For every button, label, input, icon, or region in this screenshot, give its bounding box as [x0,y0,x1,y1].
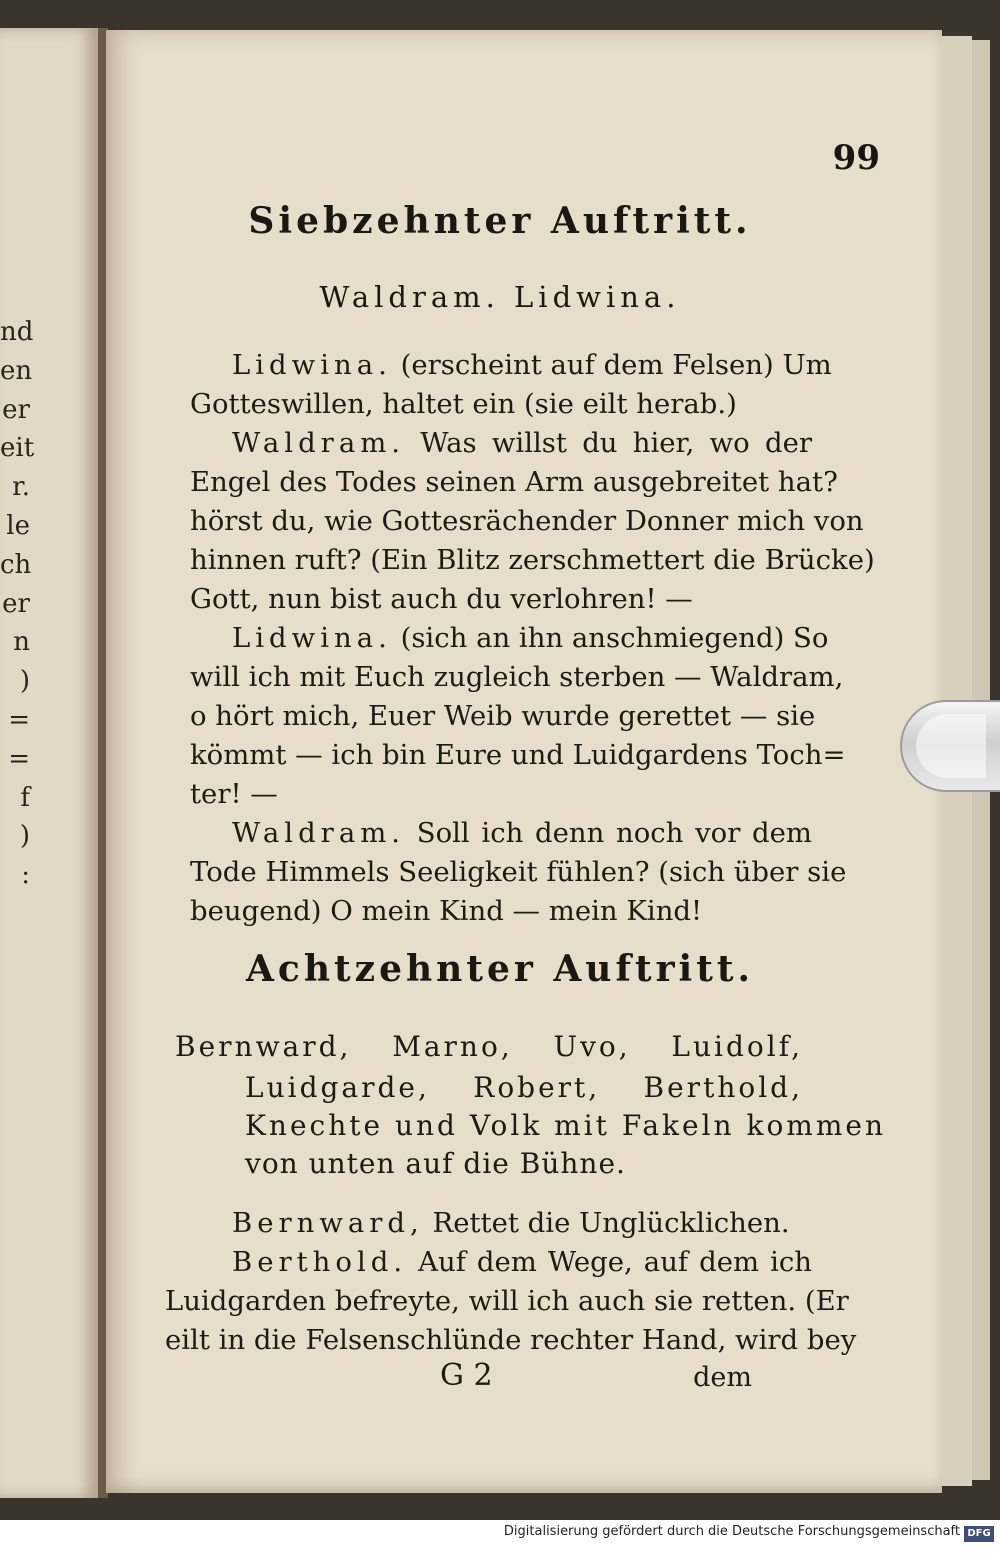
line-text: Auf dem Wege, auf dem ich [418,1246,812,1278]
left-fragment: ) [19,821,30,852]
left-fragment: = [8,704,30,735]
speaker-name: Berthold. [232,1246,408,1278]
scene-18-title: Achtzehnter Auftritt. [245,948,755,990]
dfg-logo: DFG [964,1526,994,1542]
dialogue-line [232,423,812,463]
dialogue-line [190,735,846,775]
left-fragment: ) [19,666,30,697]
left-fragment: le [6,510,30,541]
page-clip [900,700,1000,792]
line-text: (erscheint auf dem Felsen) Um [400,349,832,381]
line-text: beugend) O mein Kind — mein Kind! [190,895,703,927]
dialogue-line [232,345,832,385]
speaker-name: Lidwina. [232,622,392,654]
dialogue-line [190,696,816,736]
dialogue-line [190,774,812,814]
dialogue-line [190,384,812,424]
dialogue-line [190,501,864,541]
line-text: Was willst du hier, wo der [420,427,812,459]
left-fragment: er [2,588,30,619]
line-text: hörst du, wie Gottesrächender Donner mich von [190,505,864,537]
dialogue-line [190,852,847,892]
left-fragment: er [2,394,30,425]
left-page [0,28,98,1498]
left-fragment: ch [0,549,32,580]
dialogue-line [232,618,829,658]
dialogue-line [232,1203,812,1243]
line-text: Gotteswillen, haltet ein (sie eilt herab.) [190,388,737,420]
line-text: o hört mich, Euer Weib wurde gerettet — sie [190,700,816,732]
cast-list-line: Knechte und Volk mit Fakeln kommen [245,1109,887,1142]
scene-17-characters: Waldram. Lidwina. [319,280,681,314]
dialogue-line [232,1242,812,1282]
page-number: 99 [832,138,880,178]
left-fragment: = [8,743,30,774]
line-text: Rettet die Unglücklichen. [432,1207,790,1239]
dialogue-line [165,1320,857,1360]
left-fragment: en [0,355,33,386]
left-page-fragments [0,313,98,895]
dialogue-line [190,657,844,697]
line-text: Gott, nun bist auch du verlohren! — [190,583,693,615]
speaker-name: Waldram. [232,427,406,459]
left-fragment: n [13,627,30,658]
line-text: kömmt — ich bin Eure und Luidgardens Toch= [190,739,846,771]
funding-credit: Digitalisierung gefördert durch die Deutsche Forschungsgemeinschaft [503,1524,960,1539]
speaker-name: Waldram. [232,817,406,849]
left-fragment: nd [0,317,34,347]
line-text: Soll ich denn noch vor dem [416,817,812,849]
catchword: dem [693,1362,752,1393]
dialogue-line [232,813,812,853]
signature-mark: G 2 [440,1358,493,1393]
cast-list-line: Luidgarde, Robert, Berthold, [245,1071,803,1104]
speaker-name: Bernward, [232,1207,424,1239]
line-text: ter! — [190,778,278,810]
cast-list-line: von unten auf die Bühne. [245,1147,626,1180]
line-text: eilt in die Felsenschlünde rechter Hand, wird bey [165,1324,857,1356]
dialogue-line [190,462,838,502]
line-text: Luidgarden befreyte, will ich auch sie retten. (Er [165,1285,849,1317]
line-text: hinnen ruft? (Ein Blitz zerschmettert die Brücke) [190,544,875,576]
speaker-name: Lidwina. [232,349,392,381]
dialogue-line [190,540,875,580]
left-fragment: r. [12,472,30,503]
dialogue-line [165,1281,849,1321]
left-fragment: f [20,782,30,813]
scene-17-title: Siebzehnter Auftritt. [248,200,752,242]
page-clip-highlight [916,714,986,778]
cast-list-line: Bernward, Marno, Uvo, Luidolf, [175,1030,803,1063]
line-text: (sich an ihn anschmiegend) So [400,622,829,654]
line-text: will ich mit Euch zugleich sterben — Waldram, [190,661,844,693]
line-text: Tode Himmels Seeligkeit fühlen? (sich über sie [190,856,847,888]
dialogue-line [190,891,812,931]
line-text: Engel des Todes seinen Arm ausgebreitet hat? [190,466,838,498]
left-fragment: eit [0,433,35,464]
left-fragment: : [21,860,30,891]
dialogue-line [190,579,812,619]
